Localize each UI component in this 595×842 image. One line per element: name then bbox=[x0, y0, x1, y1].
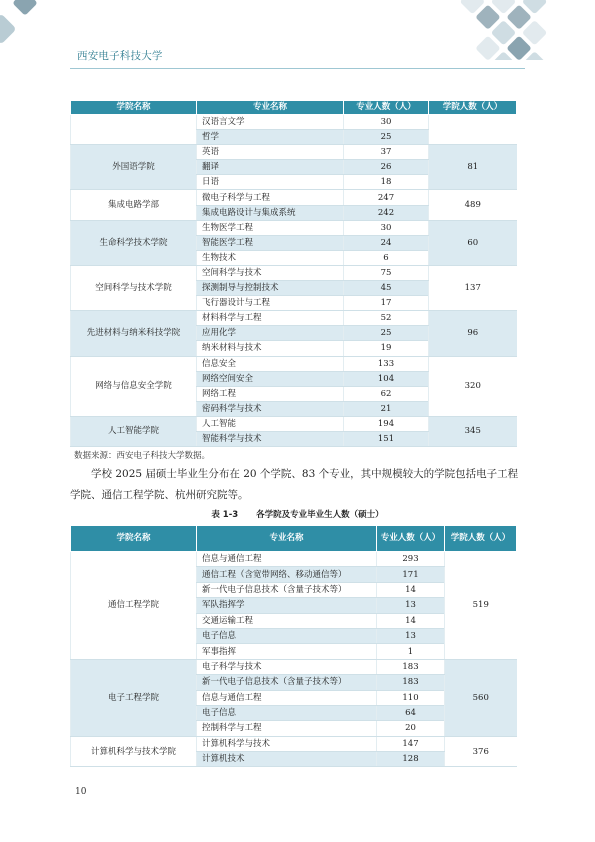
table-body bbox=[71, 552, 517, 767]
page-number: 10 bbox=[75, 787, 87, 797]
school-total-cell bbox=[429, 115, 517, 145]
major-name-cell: 纳米材料与技术 bbox=[197, 341, 344, 356]
major-name-cell: 应用化学 bbox=[197, 326, 344, 341]
major-name-cell: 控制科学与工程 bbox=[197, 721, 377, 736]
major-name-cell: 哲学 bbox=[197, 130, 344, 145]
major-name-cell: 飞行器设计与工程 bbox=[197, 296, 344, 311]
table-caption-number: 表 1-3 bbox=[211, 510, 239, 520]
header-major-count: 专业人数（人） bbox=[377, 526, 445, 552]
header-school: 学院名称 bbox=[71, 526, 197, 552]
school-name-cell: 空间科学与技术学院 bbox=[71, 265, 197, 310]
table-body bbox=[71, 115, 517, 447]
school-name-cell bbox=[71, 115, 197, 145]
school-name-cell: 生命科学技术学院 bbox=[71, 220, 197, 265]
major-name-cell: 微电子科学与工程 bbox=[197, 190, 344, 205]
major-count-cell: 194 bbox=[344, 416, 429, 431]
major-count-cell: 151 bbox=[344, 431, 429, 446]
major-name-cell: 汉语言文学 bbox=[197, 115, 344, 130]
school-name-cell: 计算机科学与技术学院 bbox=[71, 736, 197, 767]
major-name-cell: 空间科学与技术 bbox=[197, 265, 344, 280]
major-count-cell: 14 bbox=[377, 582, 445, 597]
major-name-cell: 集成电路设计与集成系统 bbox=[197, 205, 344, 220]
major-name-cell: 智能医学工程 bbox=[197, 235, 344, 250]
school-name-cell: 人工智能学院 bbox=[71, 416, 197, 446]
table-row bbox=[71, 145, 517, 160]
school-total-cell: 376 bbox=[445, 736, 517, 767]
school-total-cell: 96 bbox=[429, 311, 517, 356]
master-major-table bbox=[70, 525, 517, 767]
major-count-cell: 247 bbox=[344, 190, 429, 205]
table-row bbox=[71, 311, 517, 326]
major-name-cell: 生物医学工程 bbox=[197, 220, 344, 235]
major-name-cell: 交通运输工程 bbox=[197, 613, 377, 628]
table-row bbox=[71, 736, 517, 751]
table-row bbox=[71, 265, 517, 280]
summary-paragraph: 学校 2025 届硕士毕业生分布在 20 个学院、83 个专业，其中规模较大的学院包括电子工程学院、通信工程学院、杭州研究院等。 bbox=[70, 468, 519, 501]
major-count-cell: 13 bbox=[377, 628, 445, 643]
major-count-cell: 37 bbox=[344, 145, 429, 160]
major-count-cell: 62 bbox=[344, 386, 429, 401]
major-count-cell: 30 bbox=[344, 115, 429, 130]
major-count-cell: 171 bbox=[377, 567, 445, 582]
major-count-cell: 242 bbox=[344, 205, 429, 220]
major-count-cell: 45 bbox=[344, 281, 429, 296]
major-name-cell: 生物技术 bbox=[197, 250, 344, 265]
major-name-cell: 通信工程（含宽带网络、移动通信等） bbox=[197, 567, 377, 582]
major-count-cell: 183 bbox=[377, 675, 445, 690]
header-major: 专业名称 bbox=[197, 526, 377, 552]
major-count-cell: 25 bbox=[344, 130, 429, 145]
major-name-cell: 军事指挥 bbox=[197, 644, 377, 659]
header-divider bbox=[70, 68, 525, 69]
major-name-cell: 翻译 bbox=[197, 160, 344, 175]
school-total-cell: 560 bbox=[445, 659, 517, 736]
table-row bbox=[71, 115, 517, 130]
major-name-cell: 探测制导与控制技术 bbox=[197, 281, 344, 296]
major-count-cell: 14 bbox=[377, 613, 445, 628]
school-total-cell: 489 bbox=[429, 190, 517, 220]
major-name-cell: 新一代电子信息技术（含量子技术等） bbox=[197, 582, 377, 597]
school-total-cell: 320 bbox=[429, 356, 517, 416]
major-name-cell: 军队指挥学 bbox=[197, 598, 377, 613]
major-name-cell: 计算机技术 bbox=[197, 752, 377, 767]
school-name-cell: 外国语学院 bbox=[71, 145, 197, 190]
major-count-cell: 1 bbox=[377, 644, 445, 659]
major-count-cell: 183 bbox=[377, 659, 445, 674]
major-name-cell: 信息安全 bbox=[197, 356, 344, 371]
table-caption bbox=[0, 508, 595, 520]
major-count-cell: 17 bbox=[344, 296, 429, 311]
table-caption-title: 各学院及专业毕业生人数（硕士） bbox=[256, 510, 384, 520]
major-name-cell: 电子信息 bbox=[197, 628, 377, 643]
school-name-cell: 网络与信息安全学院 bbox=[71, 356, 197, 416]
major-name-cell: 电子信息 bbox=[197, 705, 377, 720]
header-major-count: 专业人数（人） bbox=[344, 101, 429, 115]
major-count-cell: 19 bbox=[344, 341, 429, 356]
major-count-cell: 25 bbox=[344, 326, 429, 341]
major-name-cell: 新一代电子信息技术（含量子技术等） bbox=[197, 675, 377, 690]
major-count-cell: 26 bbox=[344, 160, 429, 175]
major-count-cell: 147 bbox=[377, 736, 445, 751]
undergrad-major-table bbox=[70, 100, 517, 447]
school-name-cell: 集成电路学部 bbox=[71, 190, 197, 220]
major-count-cell: 104 bbox=[344, 371, 429, 386]
document-header-title: 西安电子科技大学 bbox=[77, 50, 163, 62]
school-total-cell: 519 bbox=[445, 552, 517, 660]
major-name-cell: 智能科学与技术 bbox=[197, 431, 344, 446]
major-count-cell: 128 bbox=[377, 752, 445, 767]
school-name-cell: 先进材料与纳米科技学院 bbox=[71, 311, 197, 356]
major-count-cell: 30 bbox=[344, 220, 429, 235]
table-header-row bbox=[71, 526, 517, 552]
corner-decoration-tiles bbox=[395, 0, 595, 60]
table-row bbox=[71, 659, 517, 674]
school-total-cell: 137 bbox=[429, 265, 517, 310]
major-count-cell: 24 bbox=[344, 235, 429, 250]
school-name-cell: 电子工程学院 bbox=[71, 659, 197, 736]
major-name-cell: 密码科学与技术 bbox=[197, 401, 344, 416]
table-header-row bbox=[71, 101, 517, 115]
major-count-cell: 293 bbox=[377, 552, 445, 567]
table-row bbox=[71, 356, 517, 371]
major-count-cell: 20 bbox=[377, 721, 445, 736]
major-count-cell: 75 bbox=[344, 265, 429, 280]
major-name-cell: 网络工程 bbox=[197, 386, 344, 401]
major-name-cell: 电子科学与技术 bbox=[197, 659, 377, 674]
header-school: 学院名称 bbox=[71, 101, 197, 115]
school-name-cell: 通信工程学院 bbox=[71, 552, 197, 660]
major-name-cell: 网络空间安全 bbox=[197, 371, 344, 386]
header-school-count: 学院人数（人） bbox=[429, 101, 517, 115]
major-name-cell: 日语 bbox=[197, 175, 344, 190]
major-count-cell: 13 bbox=[377, 598, 445, 613]
table-row bbox=[71, 220, 517, 235]
major-name-cell: 信息与通信工程 bbox=[197, 690, 377, 705]
major-count-cell: 110 bbox=[377, 690, 445, 705]
data-source-note: 数据来源：西安电子科技大学数据。 bbox=[74, 451, 211, 461]
major-name-cell: 人工智能 bbox=[197, 416, 344, 431]
table-row bbox=[71, 552, 517, 567]
major-name-cell: 英语 bbox=[197, 145, 344, 160]
table-row bbox=[71, 190, 517, 205]
corner-decoration-left bbox=[0, 0, 80, 60]
table-row bbox=[71, 416, 517, 431]
major-name-cell: 信息与通信工程 bbox=[197, 552, 377, 567]
major-count-cell: 52 bbox=[344, 311, 429, 326]
major-name-cell: 计算机科学与技术 bbox=[197, 736, 377, 751]
school-total-cell: 81 bbox=[429, 145, 517, 190]
major-count-cell: 64 bbox=[377, 705, 445, 720]
major-count-cell: 133 bbox=[344, 356, 429, 371]
major-count-cell: 18 bbox=[344, 175, 429, 190]
header-major: 专业名称 bbox=[197, 101, 344, 115]
major-count-cell: 6 bbox=[344, 250, 429, 265]
major-count-cell: 21 bbox=[344, 401, 429, 416]
school-total-cell: 345 bbox=[429, 416, 517, 446]
header-school-count: 学院人数（人） bbox=[445, 526, 517, 552]
school-total-cell: 60 bbox=[429, 220, 517, 265]
major-name-cell: 材料科学与工程 bbox=[197, 311, 344, 326]
